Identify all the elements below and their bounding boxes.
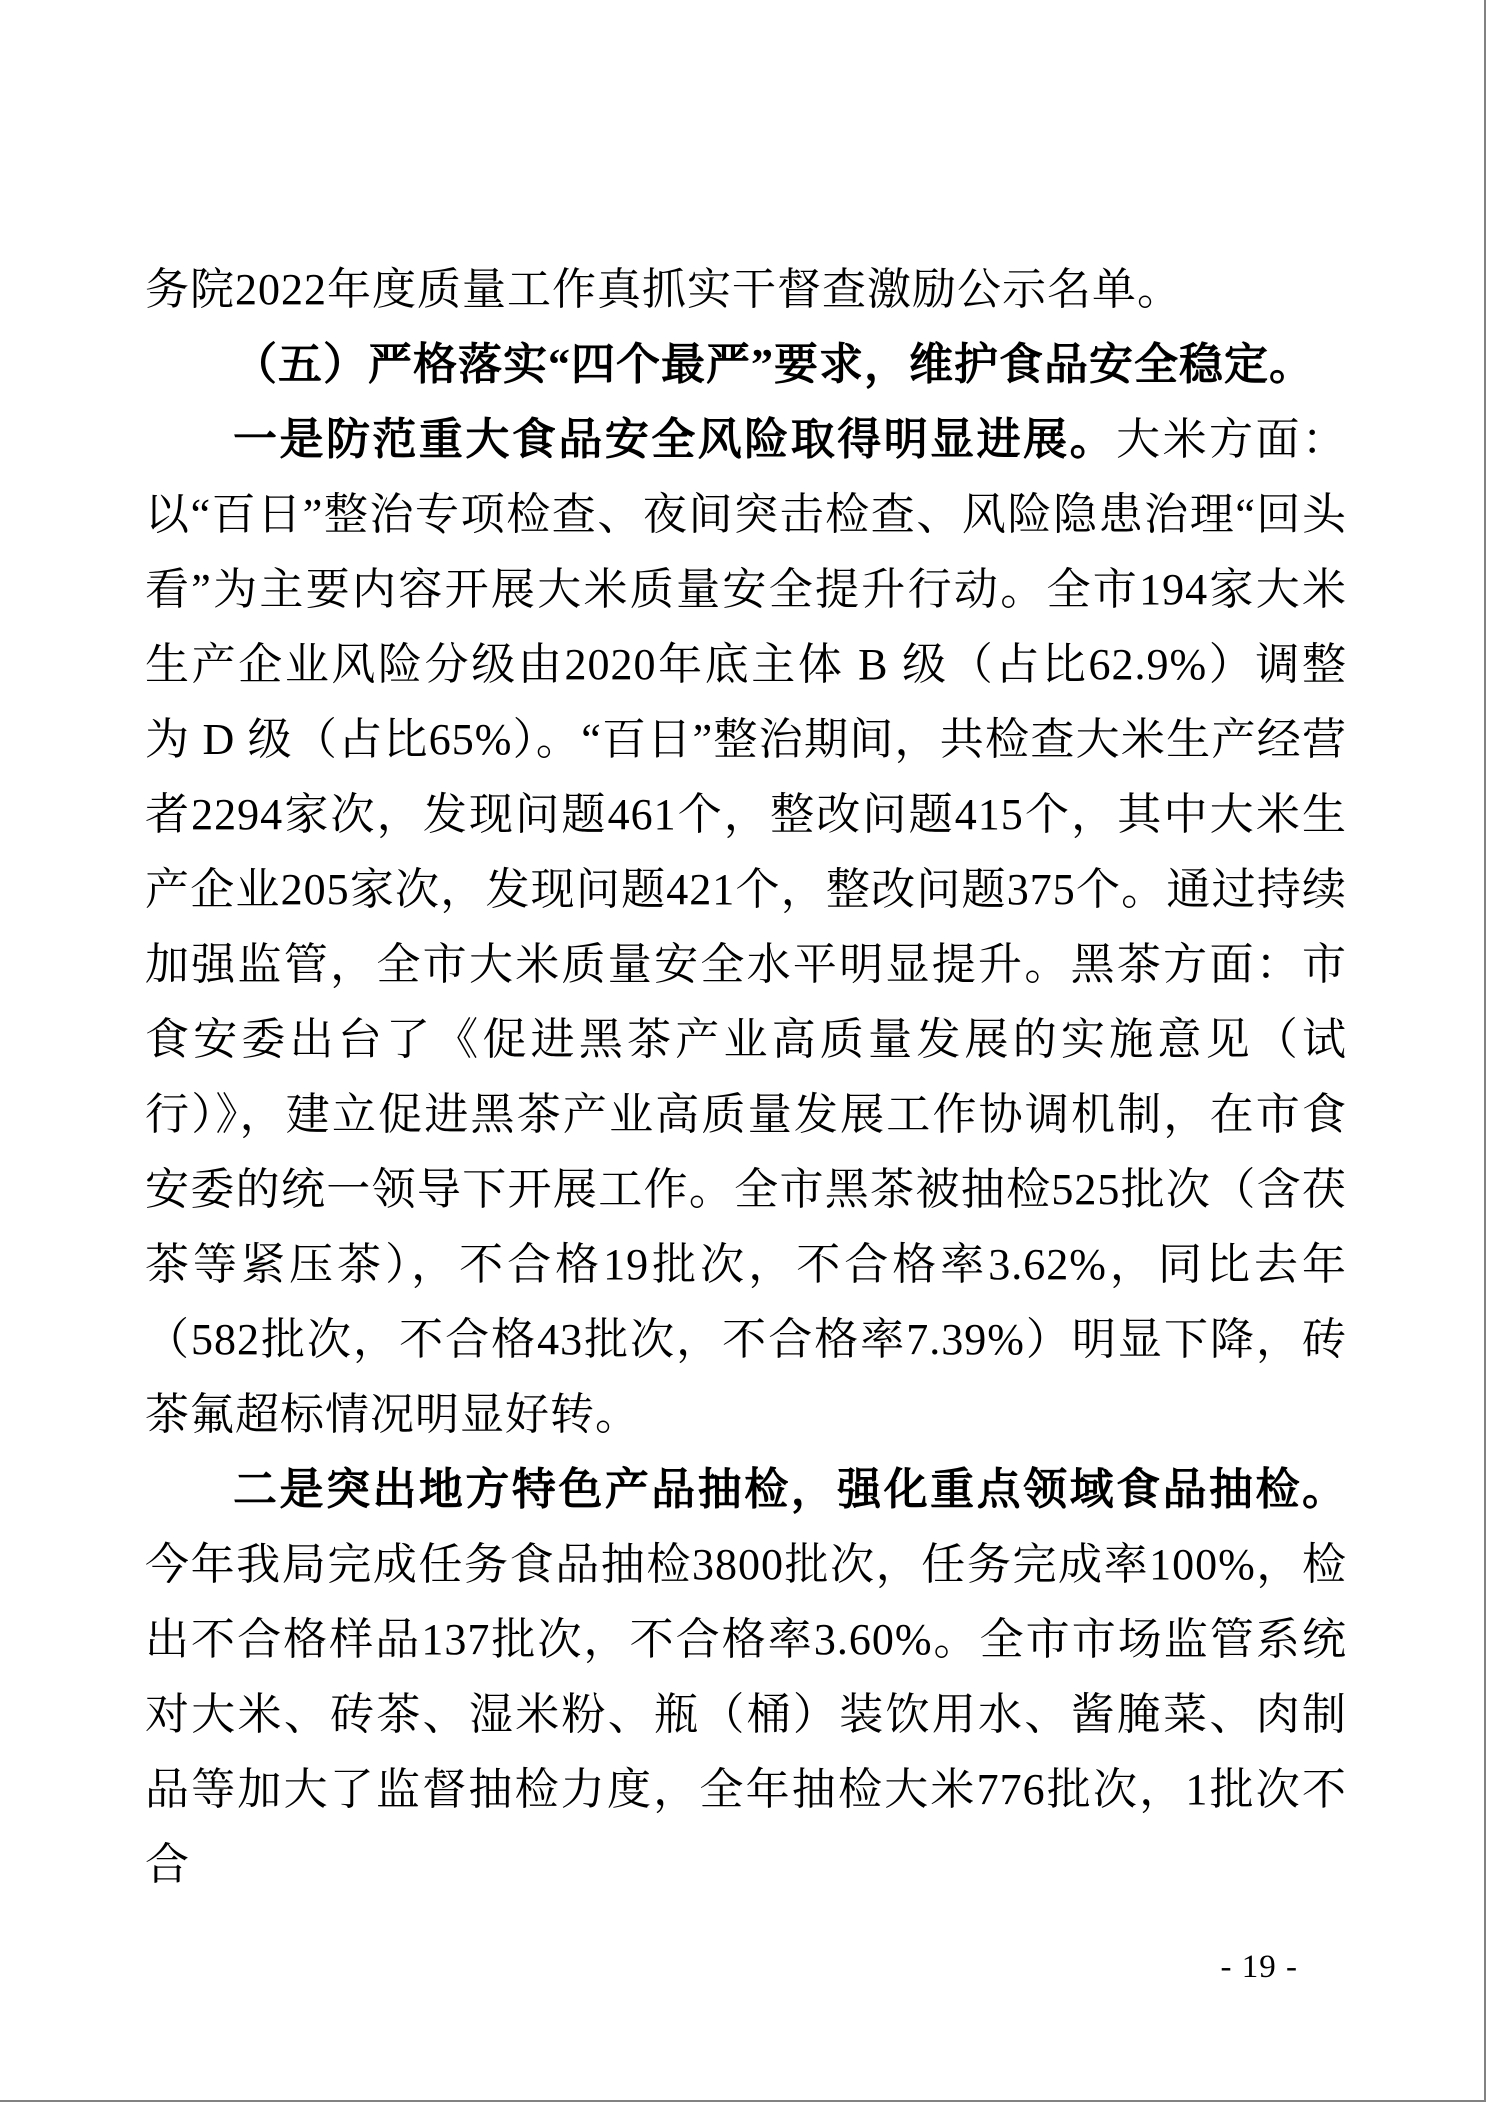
paragraph xyxy=(145,402,1347,1452)
paragraph-lead: 一是防范重大食品安全风险取得明显进展。 xyxy=(233,415,1117,464)
paragraph-section-heading xyxy=(145,327,1347,402)
paragraph-text: 大米方面：以“百日”整治专项检查、夜间突击检查、风险隐患治理“回头看”为主要内容开展大米质量安全提升行动。全市194家大米生产企业风险分级由2020年底主体 B 级（占比62.9%）调整为 D 级（占比65%）。“百日”整治期间，共检查大米生产经营者2294家次，发现问题461个，整改问题415个，其中大米生产企业205家次，发现问题421个，整改问题375个。通过持续加强监管，全市大米质量安全水平明显提升。黑茶方面：市食安委出台了《促进黑茶产业高质量发展的实施意见（试行）》，建立促进黑茶产业高质量发展工作协调机制，在市食安委的统一领导下开展工作。全市黑茶被抽检525批次（含茯茶等紧压茶），不合格19批次，不合格率3.62%，同比去年（582批次，不合格43批次，不合格率7.39%）明显下降，砖茶氟超标情况明显好转。 xyxy=(145,415,1348,1439)
paragraph-text: 今年我局完成任务食品抽检3800批次，任务完成率100%，检出不合格样品137批次，不合格率3.60%。全市市场监管系统对大米、砖茶、湿米粉、瓶（桶）装饮用水、酱腌菜、肉制品等加大了监督抽检力度，全年抽检大米776批次，1批次不合 xyxy=(145,1540,1347,1889)
document-text-block xyxy=(145,252,1347,1902)
paragraph xyxy=(145,1452,1347,1902)
page-number: - 19 - xyxy=(1220,1949,1298,1986)
paragraph-text: 务院2022年度质量工作真抓实干督查激励公示名单。 xyxy=(145,265,1182,314)
paragraph-lead: 二是突出地方特色产品抽检，强化重点领域食品抽检。 xyxy=(233,1465,1347,1514)
paragraph xyxy=(145,252,1347,327)
paragraph-lead: （五）严格落实“四个最严”要求，维护食品安全稳定。 xyxy=(233,340,1314,389)
